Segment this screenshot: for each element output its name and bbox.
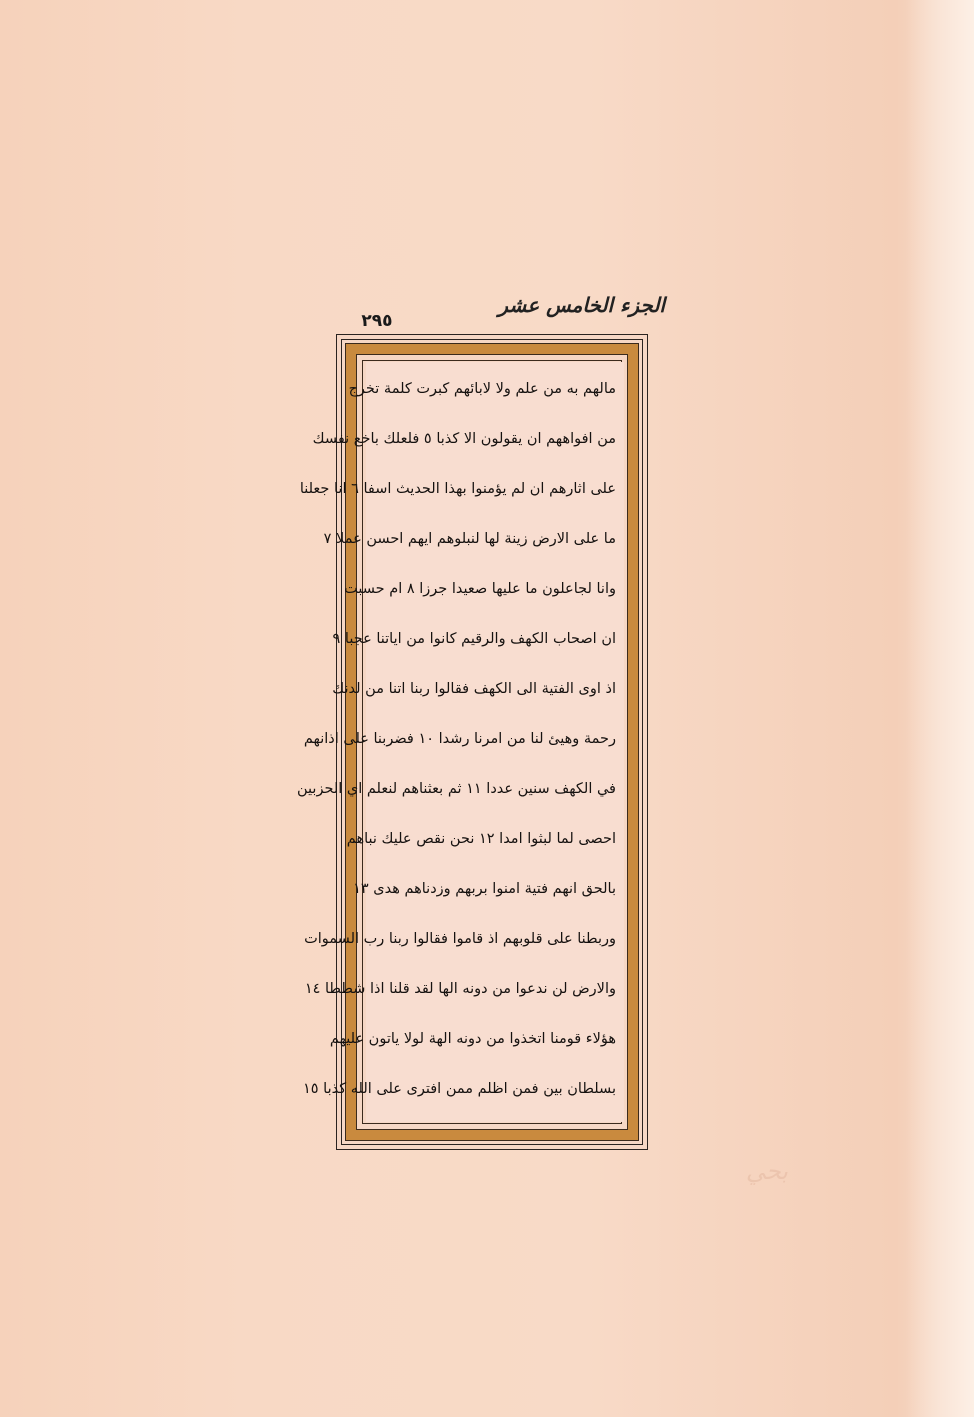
- faded-stamp: بحي: [745, 1157, 788, 1185]
- page-number: ٢٩٥: [361, 311, 393, 331]
- text-line: وربطنا على قلوبهم اذ قاموا فقالوا ربنا رب السموات: [304, 931, 616, 947]
- text-line: والارض لن ندعوا من دونه الها لقد قلنا اذا شططا ١٤: [304, 981, 616, 997]
- text-line: رحمة وهيئ لنا من امرنا رشدا ١٠ فضربنا على اذانهم: [303, 731, 616, 747]
- text-line: وانا لجاعلون ما عليها صعيدا جرزا ٨ ام حسبت: [344, 581, 616, 597]
- text-line: هؤلاء قومنا اتخذوا من دونه الهة لولا ياتون عليهم: [329, 1031, 616, 1047]
- text-line: من افواههم ان يقولون الا كذبا ٥ فلعلك باخع نفسك: [312, 431, 616, 447]
- text-line: ما على الارض زينة لها لنبلوهم ايهم احسن عملا ٧: [323, 531, 616, 547]
- text-line: في الكهف سنين عددا ١١ ثم بعثناهم لنعلم اي الحزبين: [297, 781, 616, 797]
- text-line: بسلطان بين فمن اظلم ممن افترى على الله كذبا ١٥: [302, 1081, 616, 1097]
- text-line: ان اصحاب الكهف والرقيم كانوا من اياتنا عجبا ٩: [332, 631, 616, 647]
- text-line: اذ اوى الفتية الى الكهف فقالوا ربنا اتنا من لدنك: [332, 681, 616, 697]
- text-line: احصى لما لبثوا امدا ١٢ نحن نقص عليك نباهم: [346, 831, 616, 847]
- text-block: [297, 362, 624, 1122]
- page-edge: [906, 0, 974, 1417]
- text-line: على اثارهم ان لم يؤمنوا بهذا الحديث اسفا ٦ انا جعلنا: [299, 481, 616, 497]
- text-line: بالحق انهم فتية امنوا بربهم وزدناهم هدى ١٣: [353, 881, 616, 897]
- juz-header: الجزء الخامس عشر: [498, 293, 665, 317]
- text-line: مالهم به من علم ولا لابائهم كبرت كلمة تخرج: [348, 381, 616, 397]
